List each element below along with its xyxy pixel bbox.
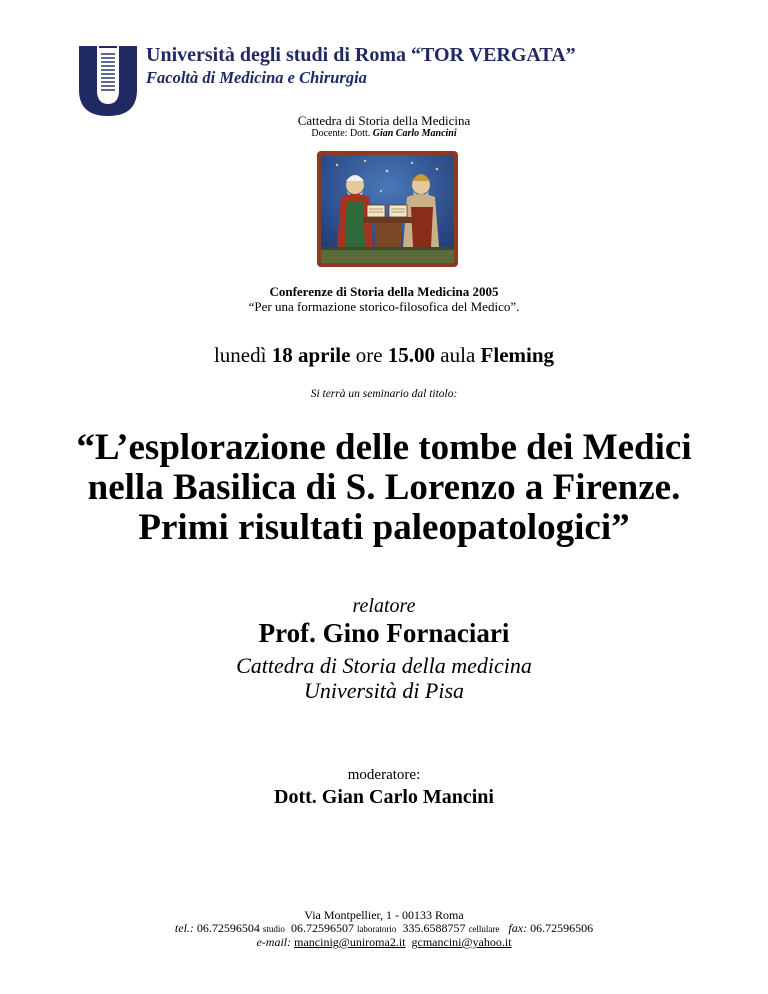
- teacher-name: Gian Carlo Mancini: [372, 128, 457, 139]
- speaker-affiliation-chair: Cattedra di Storia della medicina: [236, 653, 532, 678]
- lab-label: laboratorio: [356, 924, 397, 934]
- faculty-name: Facoltà di Medicina e Chirurgia: [146, 68, 367, 87]
- tel-cell: 335.6588757: [402, 921, 466, 935]
- event-date-line: [0, 343, 768, 368]
- fax-number: 06.72596506: [530, 921, 594, 935]
- seminar-title-line-3: Primi risultati paleopatologici”: [138, 507, 630, 548]
- chair-name: Cattedra di Storia della Medicina: [297, 113, 471, 128]
- university-name: Università degli studi di Roma “TOR VERGATA”: [146, 44, 576, 66]
- footer-address: Via Montpellier, 1 - 00133 Roma: [304, 908, 464, 922]
- email-link-2[interactable]: gcmancini@yahoo.it: [411, 935, 512, 949]
- seminar-title-line-1: “L’esplorazione delle tombe dei Medici: [76, 427, 692, 468]
- email-label: e-mail:: [256, 935, 292, 949]
- university-logo-icon: [77, 44, 139, 118]
- seminar-title-line-2: nella Basilica di S. Lorenzo a Firenze.: [87, 467, 681, 508]
- speaker-affiliation-university: Università di Pisa: [303, 678, 465, 703]
- tel-studio: 06.72596504: [196, 921, 260, 935]
- fax-label: fax:: [508, 921, 528, 935]
- speaker-name: Prof. Gino Fornaciari: [258, 618, 510, 648]
- event-day: lunedì: [213, 343, 267, 367]
- teacher-prefix: Docente: Dott.: [311, 128, 371, 139]
- tel-lab: 06.72596507: [290, 921, 354, 935]
- speaker-label: relatore: [352, 595, 416, 617]
- studio-label: studio: [262, 924, 285, 934]
- event-time: 15.00: [387, 343, 436, 367]
- tel-label: tel.:: [174, 921, 194, 935]
- conference-title: Conferenze di Storia della Medicina 2005: [269, 284, 499, 299]
- event-date: 18 aprile: [271, 343, 351, 367]
- footer-phones: [0, 921, 768, 936]
- teacher-line: [0, 128, 768, 139]
- footer-emails: [0, 935, 768, 950]
- cell-label: cellulare: [468, 924, 500, 934]
- event-time-word: ore: [355, 343, 383, 367]
- medieval-miniature-image: [317, 151, 458, 267]
- moderator-name: Dott. Gian Carlo Mancini: [274, 786, 494, 808]
- event-room: Fleming: [480, 343, 555, 367]
- moderator-label: moderatore:: [347, 767, 421, 783]
- conference-subtitle: “Per una formazione storico-filosofica del Medico”.: [248, 299, 520, 314]
- seminar-title: [0, 428, 768, 548]
- event-room-word: aula: [440, 343, 476, 367]
- email-link-1[interactable]: mancinig@uniroma2.it: [294, 935, 406, 949]
- seminar-intro: Si terrà un seminario dal titolo:: [310, 388, 458, 400]
